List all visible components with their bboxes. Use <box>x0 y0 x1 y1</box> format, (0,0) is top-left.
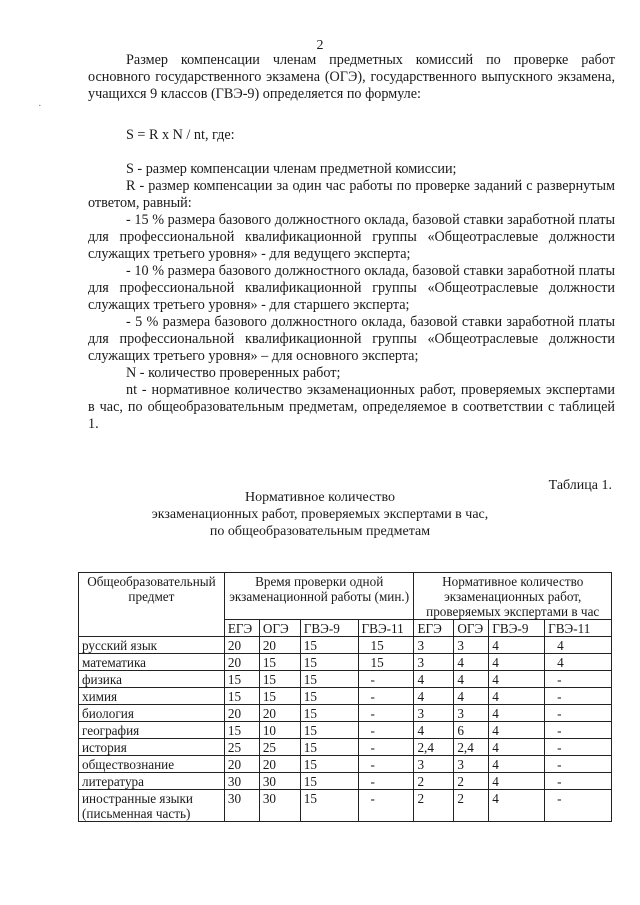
value-cell: 15 <box>259 671 300 688</box>
value-cell: 15 <box>259 654 300 671</box>
value-cell: 15 <box>300 773 358 790</box>
value-cell: - <box>358 671 414 688</box>
value-cell: 4 <box>489 756 545 773</box>
table-row <box>79 705 612 722</box>
value-cell: - <box>545 705 612 722</box>
table-label: Таблица 1. <box>548 478 612 493</box>
value-cell: 4 <box>489 671 545 688</box>
definition-r-5: - 5 % размера базового должностного оклада, базовой ставки заработной платы для профессиональной квалификационной группы «Общеотраслевые должности служащих третьего уровня» – для основного эксперта; <box>88 314 615 364</box>
table-row <box>79 790 612 822</box>
value-cell: 4 <box>489 688 545 705</box>
value-cell: - <box>545 688 612 705</box>
value-cell: - <box>358 790 414 822</box>
definition-s: S - размер компенсации членам предметной комиссии; <box>126 161 457 177</box>
header-check-time: Время проверки одной экзаменационной работы (мин.) <box>224 573 414 620</box>
value-cell: 15 <box>300 688 358 705</box>
header-norm-count: Нормативное количество экзаменационных работ, проверяемых экспертами в час <box>414 573 612 620</box>
margin-mark: · <box>38 100 42 112</box>
value-cell: 15 <box>300 705 358 722</box>
value-cell: 15 <box>300 722 358 739</box>
subject-cell: биология <box>79 705 225 722</box>
definition-r-15: - 15 % размера базового должностного оклада, базовой ставки заработной платы для профессиональной квалификационной группы «Общеотраслевые должности служащих третьего уровня» - для ведущего эксперта; <box>88 212 615 262</box>
value-cell: 3 <box>454 756 489 773</box>
table-title-line-3: по общеобразовательным предметам <box>209 524 431 539</box>
table-title-line-2: экзаменационных работ, проверяемых экспертами в час, <box>151 507 489 522</box>
subject-cell: литература <box>79 773 225 790</box>
value-cell: 4 <box>414 671 454 688</box>
header-subject: Общеобразовательный предмет <box>79 573 225 637</box>
value-cell: 25 <box>259 739 300 756</box>
value-cell: 4 <box>454 671 489 688</box>
value-cell: 3 <box>454 705 489 722</box>
value-cell: 4 <box>489 739 545 756</box>
value-cell: - <box>358 756 414 773</box>
value-cell: 2 <box>414 773 454 790</box>
value-cell: - <box>545 722 612 739</box>
page-number: 2 <box>316 38 324 53</box>
value-cell: 3 <box>414 756 454 773</box>
value-cell: 4 <box>489 637 545 654</box>
value-cell: 3 <box>414 705 454 722</box>
value-cell: - <box>358 705 414 722</box>
table-row <box>79 722 612 739</box>
subheader-norm-oge: ОГЭ <box>454 620 489 637</box>
value-cell: 20 <box>259 637 300 654</box>
value-cell: 4 <box>545 654 612 671</box>
subject-cell: история <box>79 739 225 756</box>
subheader-norm-gve11: ГВЭ-11 <box>545 620 612 637</box>
intro-paragraph <box>88 52 615 103</box>
value-cell: 4 <box>489 790 545 822</box>
value-cell: 2 <box>454 790 489 822</box>
value-cell: 4 <box>545 637 612 654</box>
value-cell: - <box>358 773 414 790</box>
norms-table <box>78 572 612 822</box>
value-cell: 20 <box>224 705 259 722</box>
subject-cell: математика <box>79 654 225 671</box>
value-cell: 30 <box>224 790 259 822</box>
value-cell: 4 <box>454 688 489 705</box>
table-row <box>79 654 612 671</box>
value-cell: 4 <box>489 773 545 790</box>
value-cell: 3 <box>414 654 454 671</box>
value-cell: - <box>358 739 414 756</box>
value-cell: 15 <box>300 790 358 822</box>
value-cell: 25 <box>224 739 259 756</box>
value-cell: - <box>545 773 612 790</box>
table-title <box>0 489 640 540</box>
value-cell: 2 <box>454 773 489 790</box>
value-cell: 15 <box>300 671 358 688</box>
value-cell: 15 <box>300 637 358 654</box>
value-cell: 15 <box>358 637 414 654</box>
value-cell: 3 <box>414 637 454 654</box>
table-row <box>79 756 612 773</box>
value-cell: 2,4 <box>414 739 454 756</box>
value-cell: 30 <box>259 773 300 790</box>
definitions-block <box>88 161 615 433</box>
norms-table-body <box>79 637 612 822</box>
value-cell: - <box>545 671 612 688</box>
value-cell: 4 <box>454 654 489 671</box>
table-row <box>79 773 612 790</box>
value-cell: - <box>545 790 612 822</box>
value-cell: 10 <box>259 722 300 739</box>
value-cell: - <box>358 722 414 739</box>
definition-nt: nt - нормативное количество экзаменационных работ, проверяемых экспертами в час, по общеобразовательным предметам, определяемое в соответствии с таблицей 1. <box>88 382 615 432</box>
value-cell: 2 <box>414 790 454 822</box>
subheader-time-oge: ОГЭ <box>259 620 300 637</box>
subheader-norm-gve9: ГВЭ-9 <box>489 620 545 637</box>
value-cell: 4 <box>414 688 454 705</box>
value-cell: - <box>358 688 414 705</box>
subject-cell: география <box>79 722 225 739</box>
value-cell: 20 <box>259 705 300 722</box>
subject-cell: обществознание <box>79 756 225 773</box>
value-cell: 20 <box>224 756 259 773</box>
table-title-line-1: Нормативное количество <box>245 490 395 505</box>
value-cell: 15 <box>224 688 259 705</box>
value-cell: 3 <box>454 637 489 654</box>
value-cell: 15 <box>300 739 358 756</box>
value-cell: 15 <box>259 688 300 705</box>
value-cell: 30 <box>224 773 259 790</box>
table-row <box>79 688 612 705</box>
value-cell: 15 <box>224 671 259 688</box>
formula: S = R x N / nt, где: <box>126 127 235 143</box>
value-cell: 15 <box>358 654 414 671</box>
definition-r-10: - 10 % размера базового должностного оклада, базовой ставки заработной платы для профессиональной квалификационной группы «Общеотраслевые должности служащих третьего уровня» - для старшего эксперта; <box>88 263 615 313</box>
subject-cell: иностранные языки (письменная часть) <box>79 790 225 822</box>
subject-cell: русский язык <box>79 637 225 654</box>
table-row <box>79 637 612 654</box>
value-cell: 15 <box>300 756 358 773</box>
subheader-time-ege: ЕГЭ <box>224 620 259 637</box>
table-row <box>79 671 612 688</box>
value-cell: - <box>545 756 612 773</box>
value-cell: - <box>545 739 612 756</box>
subheader-time-gve9: ГВЭ-9 <box>300 620 358 637</box>
subject-cell: физика <box>79 671 225 688</box>
value-cell: 4 <box>414 722 454 739</box>
intro-text: Размер компенсации членам предметных комиссий по проверке работ основного государственного экзамена (ОГЭ), государственного выпускного экзамена, учащихся 9 классов (ГВЭ-9) определяется по формуле: <box>88 52 615 102</box>
value-cell: 15 <box>300 654 358 671</box>
value-cell: 4 <box>489 722 545 739</box>
value-cell: 4 <box>489 654 545 671</box>
definition-r: R - размер компенсации за один час работы по проверке заданий с развернутым ответом, равный: <box>88 178 615 211</box>
value-cell: 6 <box>454 722 489 739</box>
value-cell: 30 <box>259 790 300 822</box>
value-cell: 20 <box>224 654 259 671</box>
subheader-time-gve11: ГВЭ-11 <box>358 620 414 637</box>
subheader-norm-ege: ЕГЭ <box>414 620 454 637</box>
value-cell: 15 <box>224 722 259 739</box>
value-cell: 20 <box>259 756 300 773</box>
value-cell: 4 <box>489 705 545 722</box>
value-cell: 20 <box>224 637 259 654</box>
table-row <box>79 739 612 756</box>
value-cell: 2,4 <box>454 739 489 756</box>
definition-n: N - количество проверенных работ; <box>126 365 341 381</box>
subject-cell: химия <box>79 688 225 705</box>
